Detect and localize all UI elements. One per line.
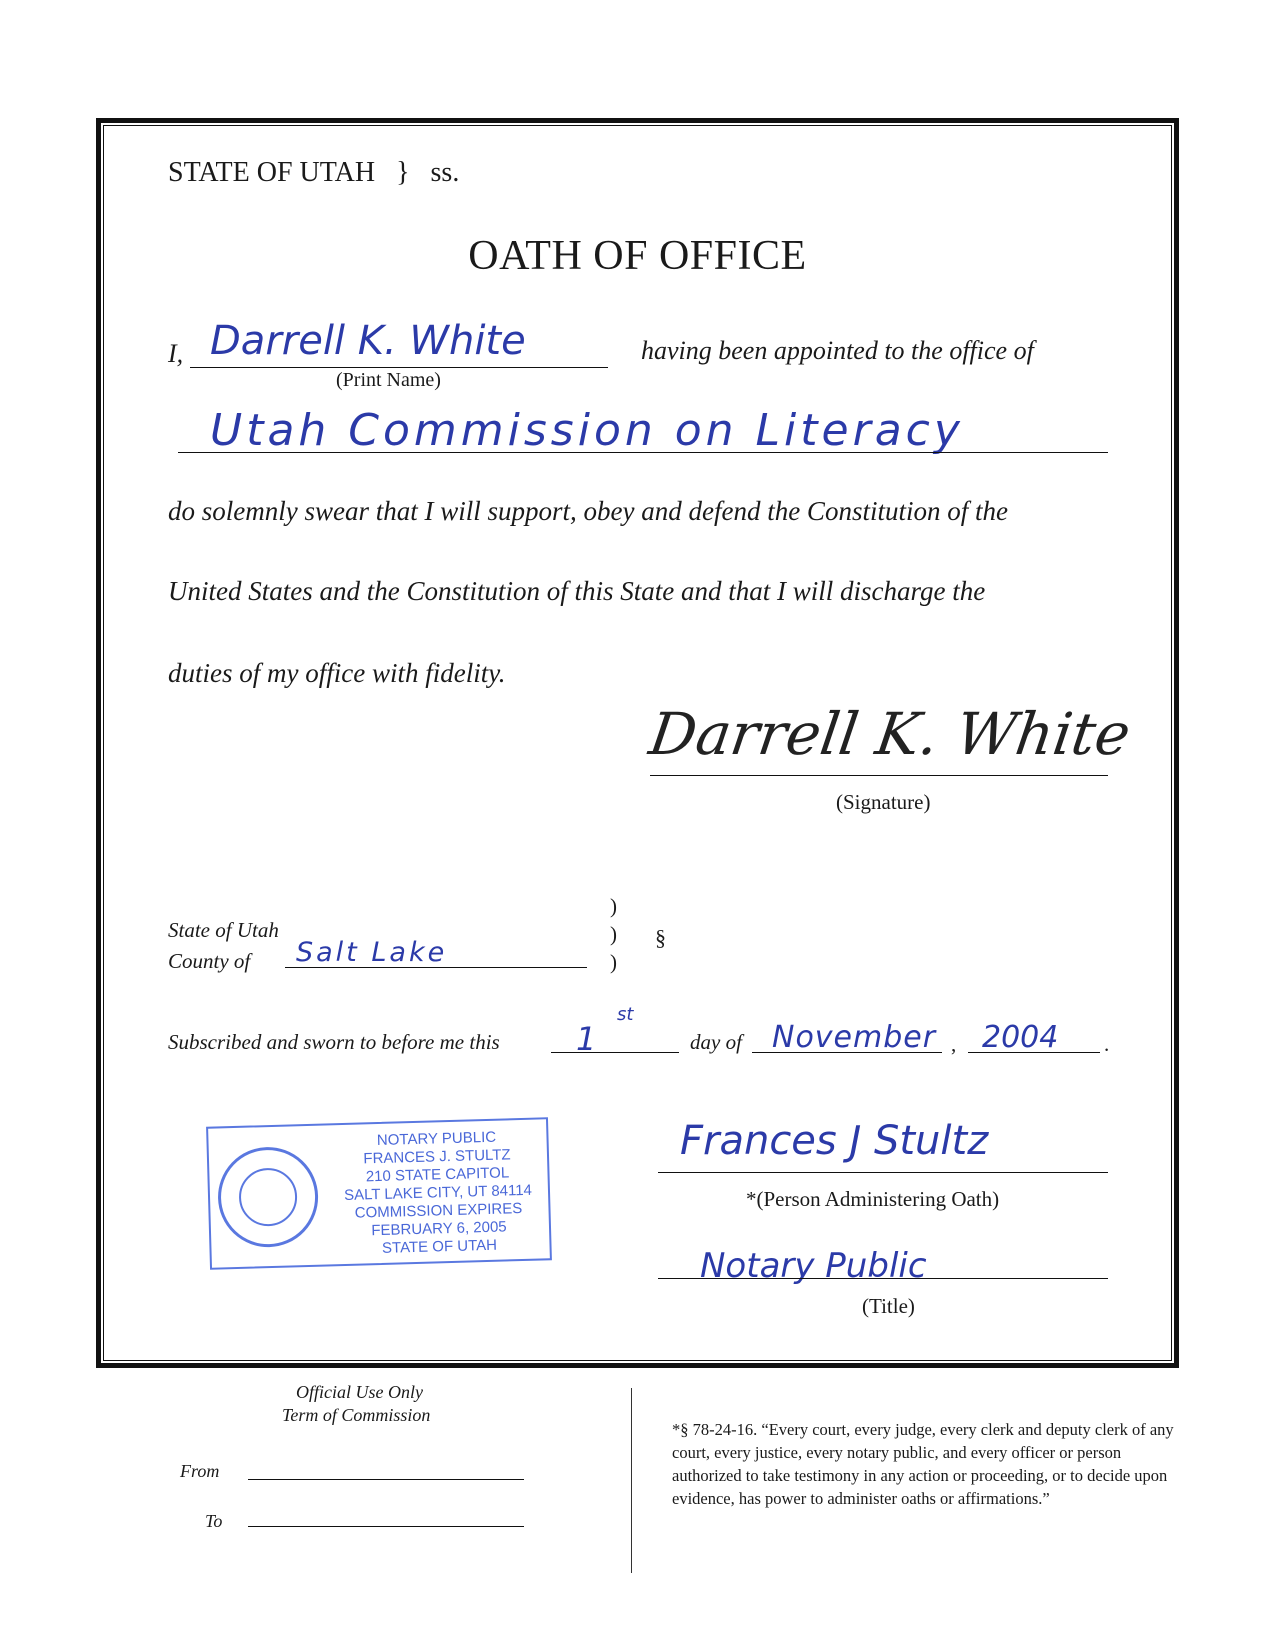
ss-text: ss. [430,157,460,188]
administering-signature: Frances J Stultz [680,1118,989,1164]
stamp-line: FRANCES J. STULTZ [363,1146,511,1168]
statute-footnote: *§ 78-24-16. “Every court, every judge, every clerk and deputy clerk of any court, every justice, every notary public, and every officer or person authorized to take testimony in any action or proceeding, or to decide upon evidence, has power to administer oaths or affirmations.” [672,1420,1174,1508]
state-seal-icon [217,1146,320,1249]
office-line [178,452,1108,453]
day-suffix-handwritten: st [617,1004,634,1025]
signature-caption: (Signature) [836,790,931,814]
notary-stamp [206,1117,552,1269]
administering-caption: *(Person Administering Oath) [746,1187,1000,1211]
year-line [968,1052,1100,1053]
stamp-line: COMMISSION EXPIRES [354,1200,523,1222]
oath-line-2: United States and the Constitution of this State and that I will discharge the [168,576,986,606]
state-header [168,157,459,189]
day-handwritten: 1 [576,1020,597,1058]
stamp-line: STATE OF UTAH [381,1236,498,1257]
stamp-line: FEBRUARY 6, 2005 [371,1218,507,1240]
footer-divider [631,1388,632,1573]
county-line [285,967,587,968]
venue-paren-1: ) [610,894,617,918]
venue-paren-3: ) [610,950,617,974]
to-label: To [205,1511,223,1531]
venue-county-label: County of [168,949,251,973]
print-name-line [190,367,608,368]
venue-paren-2: ) [610,922,617,946]
print-name-handwritten: Darrell K. White [210,318,526,364]
county-handwritten: Salt Lake [296,937,448,968]
venue-state-label: State of Utah [168,918,279,942]
appointed-text: having been appointed to the office of [641,336,1034,365]
year-handwritten: 2004 [982,1020,1059,1055]
from-label: From [180,1461,220,1481]
section-symbol: § [655,925,666,950]
page-title: OATH OF OFFICE [468,233,807,279]
stamp-text [326,1127,549,1259]
stamp-line: SALT LAKE CITY, UT 84114 [343,1181,533,1204]
day-line [551,1052,679,1053]
brace: } [396,157,410,188]
official-use-subheading: Term of Commission [282,1405,431,1425]
state-line: STATE OF UTAH [168,157,376,188]
administering-line [658,1172,1108,1173]
appointee-prefix: I, [168,339,184,368]
title-line [658,1278,1108,1279]
print-name-caption: (Print Name) [336,369,441,391]
oath-line-3: duties of my office with fidelity. [168,658,506,688]
from-line [248,1479,524,1480]
office-handwritten: Utah Commission on Literacy [210,405,964,456]
signature-line [650,775,1108,776]
stamp-line: NOTARY PUBLIC [376,1128,497,1150]
date-period: . [1104,1032,1110,1056]
title-handwritten: Notary Public [700,1246,927,1286]
month-line [752,1052,942,1053]
appointee-signature: Darrell K. White [645,700,1135,768]
stamp-line: 210 STATE CAPITOL [365,1164,510,1186]
official-use-heading: Official Use Only [296,1382,423,1402]
to-line [248,1526,524,1527]
oath-line-1: do solemnly swear that I will support, obey and defend the Constitution of the [168,496,1008,526]
title-caption: (Title) [862,1294,915,1318]
subscribed-text: Subscribed and sworn to before me this [168,1030,500,1054]
month-handwritten: November [772,1020,937,1055]
day-of-text: day of [690,1030,742,1054]
date-comma: , [951,1032,957,1056]
